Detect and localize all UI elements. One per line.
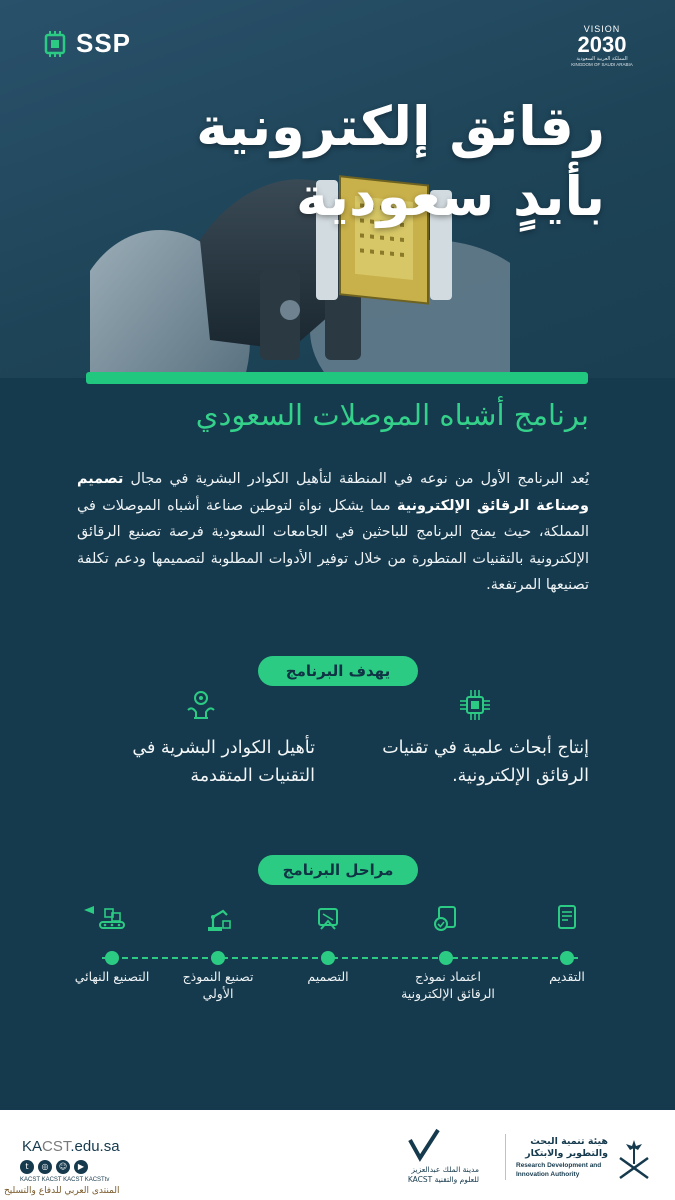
rdia-name-english: Research Development and Innovation Authority: [516, 1162, 602, 1178]
conveyor-icon: [97, 903, 127, 933]
intro-text-bold: تصميم وصناعة الرقائق الإلكترونية: [77, 471, 589, 514]
program-intro: [77, 466, 589, 599]
stage-dot-5: [105, 951, 119, 965]
hero-accent-bar: [86, 372, 588, 384]
footer: [0, 1110, 675, 1200]
stage-dot-2: [439, 951, 453, 965]
social-handles: KACST KACST KACST KACSTtv: [20, 1177, 110, 1183]
stage-dot-4: [211, 951, 225, 965]
intro-text-part2: مما يشكل نواة لتوطين صناعة أشباه الموصلات في المملكة، حيث يمنح البرنامج للباحثين في الجامعات السعودية فرصة تصنيع الرقائق الإلكترونية بالتقنيات المتطورة من خلال توفير الأدوات المطلوبة لتصميمها ودعم تكلفة تصنيعها المرتفعة.: [77, 497, 589, 593]
url-hidden: CST: [42, 1138, 71, 1155]
chip-icon: [458, 688, 492, 722]
ssp-logo: [42, 28, 131, 59]
stage-dot-1: [560, 951, 574, 965]
kacst-logo-icon: [404, 1128, 444, 1162]
youtube-icon[interactable]: ▶: [74, 1160, 88, 1174]
stage-label-final: التصنيع النهائي: [74, 969, 150, 984]
timeline-end-arrow-icon: [84, 906, 94, 914]
stage-dot-3: [321, 951, 335, 965]
footer-divider: [505, 1134, 506, 1180]
twitter-icon[interactable]: t: [20, 1160, 34, 1174]
instagram-icon[interactable]: ◎: [38, 1160, 52, 1174]
people-gear-icon: [184, 688, 218, 722]
goal-item-research: إنتاج أبحاث علمية في تقنيات الرقائق الإلكترونية.: [382, 738, 589, 786]
rdia-name-arabic: هيئة تنمية البحث والتطوير والابتكار: [525, 1136, 608, 1159]
hero-banner: [0, 0, 675, 378]
vision-english: KINGDOM OF SAUDI ARABIA: [571, 62, 633, 67]
goals-heading-pill: يهدف البرنامج: [258, 656, 418, 686]
hero-title-line1: رقائق إلكترونية: [196, 95, 605, 158]
vision-arabic: المملكة العربية السعودية: [576, 56, 628, 62]
design-tools-icon: [313, 903, 343, 933]
stage-label-apply: التقديم: [549, 969, 585, 984]
vision-2030-logo: [567, 24, 637, 67]
ssp-logo-text: SSP: [76, 28, 132, 58]
robotic-arm-icon: [203, 903, 233, 933]
intro-text-part1: يُعد البرنامج الأول من نوعه في المنطقة لتأهيل الكوادر البشرية في مجال: [123, 471, 589, 487]
snapchat-icon[interactable]: ☺: [56, 1160, 70, 1174]
website-link[interactable]: [22, 1138, 120, 1155]
stages-heading-pill: مراحل البرنامج: [258, 855, 418, 885]
stage-label-approval: اعتماد نموذج الرقائق الإلكترونية: [401, 969, 495, 1001]
application-form-icon: [552, 903, 582, 933]
url-suffix: .edu.sa: [70, 1138, 120, 1155]
url-prefix: KA: [22, 1138, 43, 1155]
hero-title-line2: بأيدٍ سعودية: [296, 165, 605, 228]
stage-label-design: التصميم: [307, 969, 349, 984]
hero-title: [45, 92, 605, 232]
vision-word: VISION: [583, 24, 621, 34]
design-approval-icon: [431, 903, 461, 933]
kacst-name: مدينة الملك عبدالعزيز للعلوم والتقنية KACST: [407, 1165, 479, 1184]
goal-item-training: تأهيل الكوادر البشرية في التقنيات المتقدمة: [132, 738, 315, 786]
program-title: برنامج أشباه الموصلات السعودي: [195, 398, 589, 432]
saudi-emblem-icon: [614, 1136, 654, 1182]
stage-label-prototype: تصنيع النموذج الأولي: [182, 969, 254, 1001]
ssp-chip-logo-icon: [42, 31, 68, 57]
vision-year: 2030: [577, 32, 627, 57]
forum-watermark: المنتدى العربي للدفاع والتسليح: [4, 1186, 120, 1196]
social-icons: [20, 1160, 88, 1174]
timeline-line: [102, 957, 578, 959]
